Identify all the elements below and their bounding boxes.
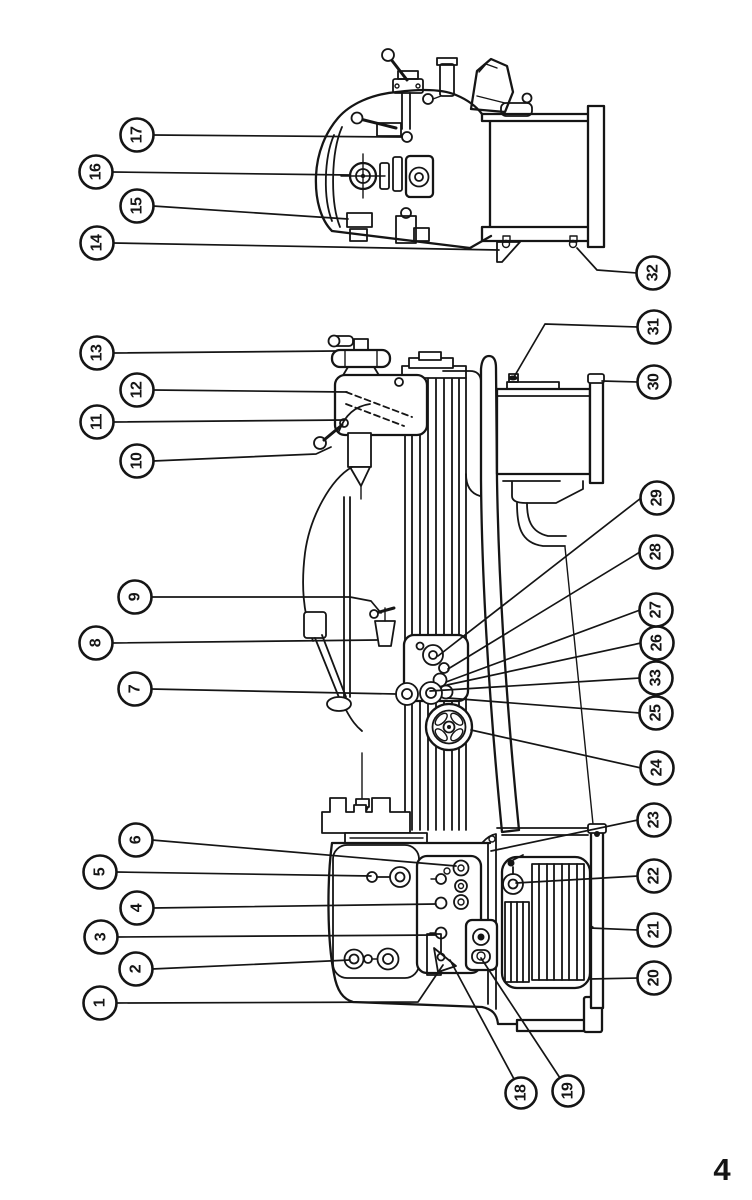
end-plate [590,377,603,483]
callout-number-31: 31 [645,318,663,336]
column-ribs [405,378,466,830]
callout-9 [119,581,382,614]
leader-line-4 [153,904,436,908]
leader-line-13 [113,351,335,353]
callout-29 [438,482,674,657]
callout-number-26: 26 [648,634,666,652]
clamp-lever [352,113,402,137]
leader-line-10 [153,447,331,461]
chute [471,59,513,112]
callout-8 [80,627,378,660]
callout-number-14: 14 [88,234,106,252]
pull-knob [367,867,410,887]
leader-line-8 [112,640,377,643]
callout-number-21: 21 [645,921,663,939]
callout-number-2: 2 [127,964,145,974]
leader-line-11 [113,420,345,422]
callout-number-20: 20 [645,969,663,987]
callout-10 [121,445,332,478]
square-boss [406,156,433,197]
callout-number-18: 18 [512,1084,530,1102]
hand-crank [332,350,390,367]
callout-4 [121,892,437,925]
stud-post [423,58,457,104]
callout-number-30: 30 [645,373,663,391]
feed-knob [420,682,442,704]
callout-7 [119,673,397,706]
drive-rod [303,467,362,731]
cover-knob [503,874,523,894]
motor-cover [502,855,590,988]
frame-bar [591,827,603,1008]
leader-line-26 [447,643,641,685]
foot-left [497,242,520,262]
callout-number-29: 29 [648,489,666,507]
leader-line-28 [448,552,640,669]
callout-number-6: 6 [127,835,145,845]
leader-line-30 [602,381,638,382]
callout-number-28: 28 [647,543,665,561]
callout-25 [448,697,673,730]
leader-line-32 [577,248,637,273]
page-number: 4 [713,1152,731,1187]
head-outline [316,92,491,248]
callout-13 [81,337,336,370]
leader-line-25 [448,698,640,713]
callout-2 [120,953,351,986]
callout-number-11: 11 [88,414,106,430]
callout-number-23: 23 [645,811,663,829]
callout-number-9: 9 [126,592,144,602]
leader-line-20 [589,978,638,979]
leader-line-17 [153,135,401,137]
callout-32 [577,248,670,290]
callout-number-16: 16 [87,163,105,181]
leader-line-7 [151,689,396,694]
rod-foot [327,697,351,711]
leader-line-2 [152,960,350,969]
quill [348,433,371,467]
base-plate [588,106,604,247]
spindle-boss [341,154,385,198]
callout-number-12: 12 [128,381,146,399]
callout-27 [446,594,673,683]
callout-15 [121,190,349,223]
callout-number-5: 5 [91,867,109,877]
leader-line-9 [151,597,381,613]
valve-lever [382,49,423,129]
callout-number-15: 15 [128,197,146,215]
callout-number-22: 22 [645,867,663,885]
leader-line-29 [438,498,641,656]
callout-number-10: 10 [128,452,146,470]
callout-number-1: 1 [91,998,109,1008]
leader-line-31 [514,324,638,377]
feed-knob [396,683,418,705]
callout-30 [602,366,671,399]
callout-number-33: 33 [647,669,665,687]
callout-number-32: 32 [644,264,662,282]
handwheel [426,704,472,750]
leader-line-27 [446,610,640,682]
leader-line-12 [153,390,347,392]
callout-number-27: 27 [647,601,665,619]
callout-11 [81,406,346,439]
spacer-bar [393,157,402,191]
leader-line-1 [116,965,443,1003]
callout-16 [80,156,350,189]
callout-number-13: 13 [88,344,106,362]
callout-number-25: 25 [647,704,665,722]
rod-clamp [304,612,326,638]
clamp-block [347,213,372,227]
pin [402,132,412,142]
figure-top [316,49,604,262]
callout-12 [121,374,348,407]
callout-number-4: 4 [128,903,146,913]
callout-number-19: 19 [559,1082,577,1100]
callout-number-24: 24 [648,759,666,777]
callout-number-17: 17 [128,126,146,144]
base-box [482,106,604,262]
leader-line-16 [112,172,349,175]
lower-knobs [345,949,399,970]
callout-number-8: 8 [87,638,105,648]
callout-number-7: 7 [126,684,144,694]
leader-line-3 [117,935,436,937]
callout-number-3: 3 [92,932,110,942]
